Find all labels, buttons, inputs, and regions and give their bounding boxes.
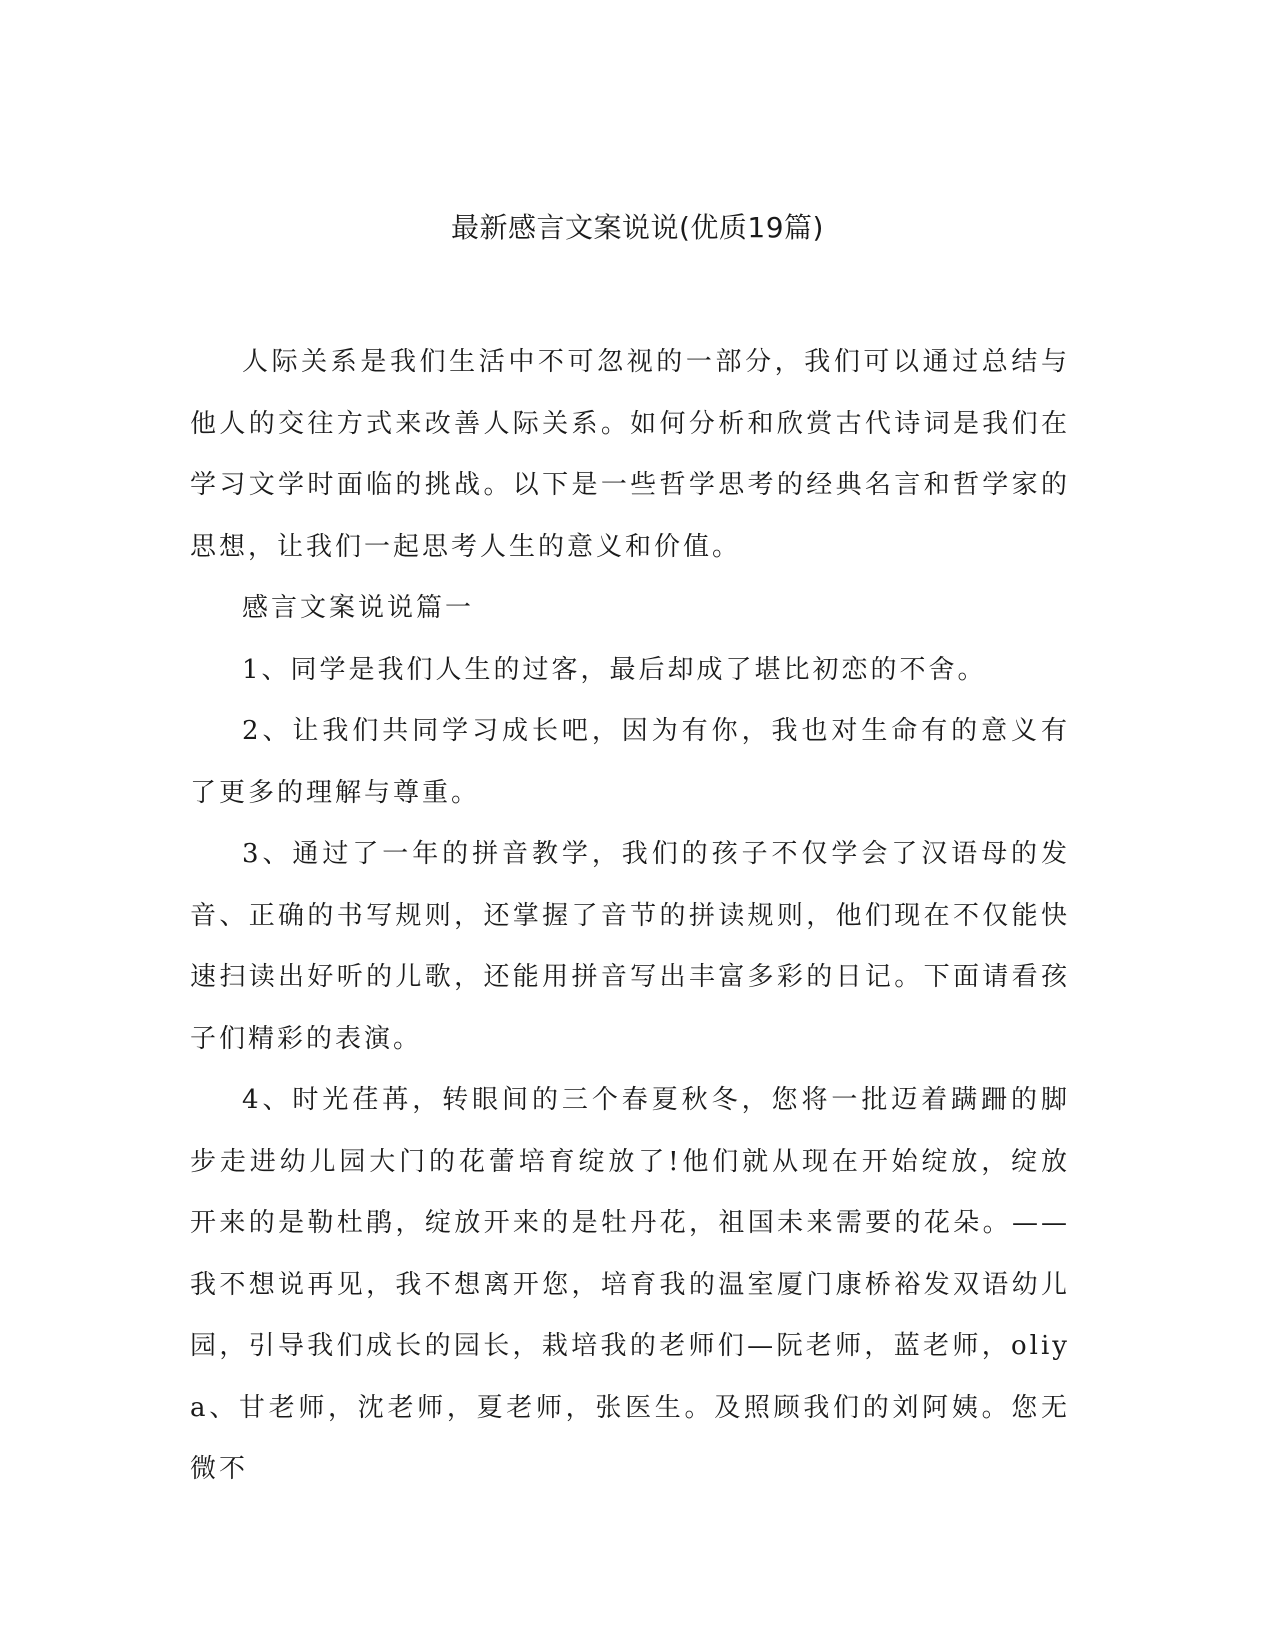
- list-item: 4、时光荏苒，转眼间的三个春夏秋冬，您将一批迈着蹒跚的脚步走进幼儿园大门的花蕾培育绽放了!他们就从现在开始绽放，绽放开来的是勒杜鹃，绽放开来的是牡丹花，祖国未来需要的花朵。——我不想说再见，我不想离开您，培育我的温室厦门康桥裕发双语幼儿园，引导我们成长的园长，栽培我的老师们—阮老师，蓝老师，oliya、甘老师，沈老师，夏老师，张医生。及照顾我们的刘阿姨。您无微不: [190, 1085, 1070, 1484]
- document-body: [190, 332, 1070, 1501]
- intro-paragraph: 人际关系是我们生活中不可忽视的一部分，我们可以通过总结与他人的交往方式来改善人际关系。如何分析和欣赏古代诗词是我们在学习文学时面临的挑战。以下是一些哲学思考的经典名言和哲学家的思想，让我们一起思考人生的意义和价值。: [190, 347, 1070, 562]
- list-item: 2、让我们共同学习成长吧，因为有你，我也对生命有的意义有了更多的理解与尊重。: [190, 716, 1070, 808]
- list-item: 1、同学是我们人生的过客，最后却成了堪比初恋的不舍。: [242, 654, 987, 685]
- list-item: 3、通过了一年的拼音教学，我们的孩子不仅学会了汉语母的发音、正确的书写规则，还掌握了音节的拼读规则，他们现在不仅能快速扫读出好听的儿歌，还能用拼音写出丰富多彩的日记。下面请看孩子们精彩的表演。: [190, 839, 1070, 1054]
- document-title: 最新感言文案说说(优质19篇): [451, 211, 824, 244]
- section-heading: 感言文案说说篇一: [242, 593, 475, 623]
